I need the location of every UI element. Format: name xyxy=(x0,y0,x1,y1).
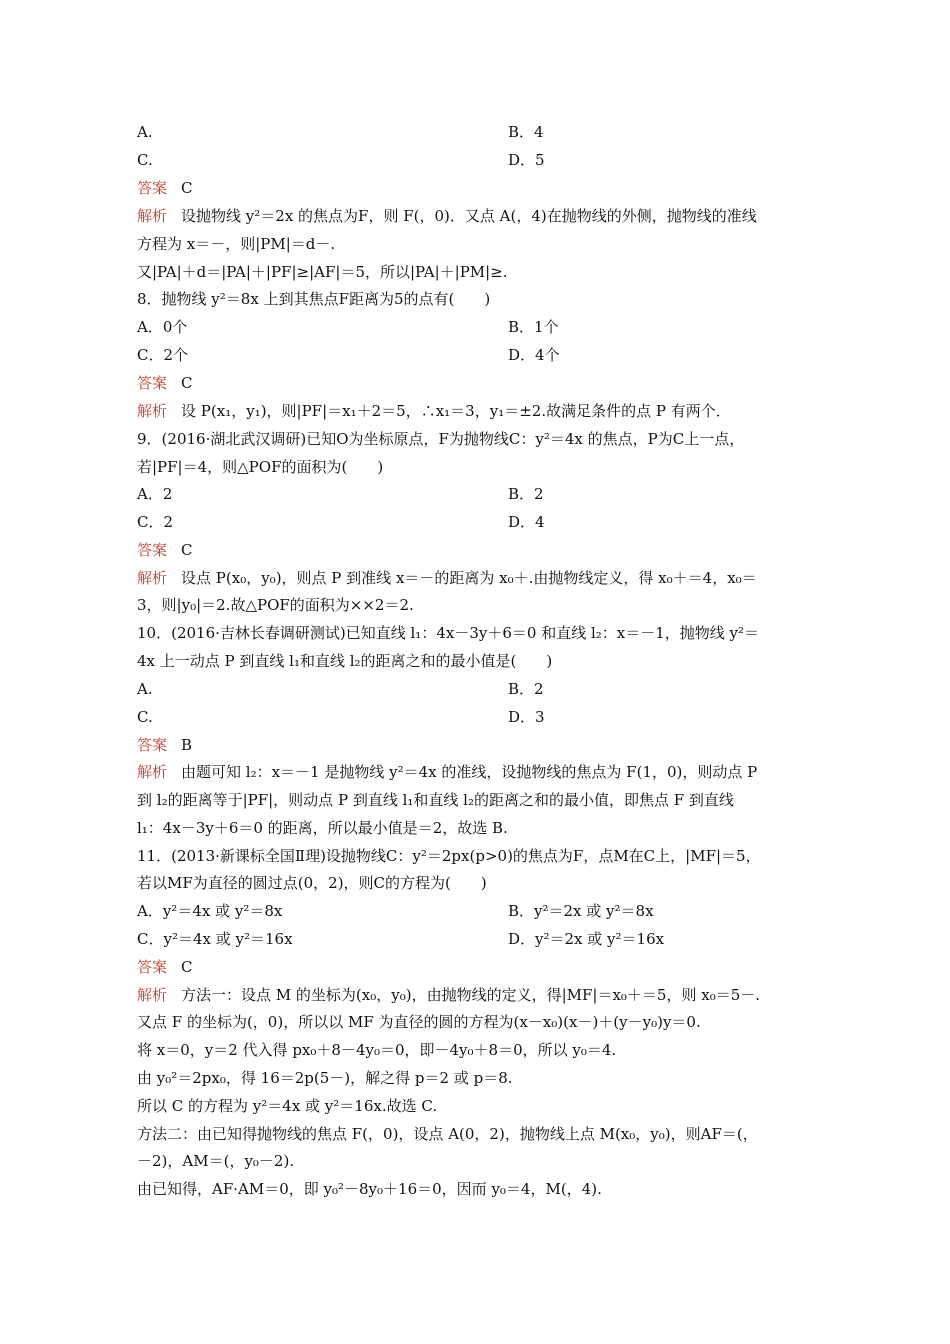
q9-stem-2: 若|PF|＝4，则△POF的面积为( ) xyxy=(137,458,384,476)
q9-stem-1: 9．(2016·湖北武汉调研)已知O为坐标原点，F为抛物线C：y²＝4x 的焦点，P为C上一点， xyxy=(137,430,745,448)
q7-option-b: B．4 xyxy=(508,123,544,141)
q11-option-c: C．y²＝4x 或 y²＝16x xyxy=(137,930,293,948)
q11-analysis-4: 由 y₀²＝2px₀，得 16＝2p(5－)，解之得 p＝2 或 p＝8. xyxy=(137,1069,513,1087)
q11-option-a: A．y²＝4x 或 y²＝8x xyxy=(137,902,283,920)
q10-analysis-2: 到 l₂的距离等于|PF|，则动点 P 到直线 l₁和直线 l₂的距离之和的最小值，即焦点 F 到直线 xyxy=(137,791,734,809)
q7-option-c: C. xyxy=(137,151,153,169)
q11-analysis-7: －2)，AM＝(，y₀－2). xyxy=(137,1152,295,1170)
analysis-label: 解析 xyxy=(137,569,168,587)
q10-stem-2: 4x 上一动点 P 到直线 l₁和直线 l₂的距离之和的最小值是( ) xyxy=(137,652,553,670)
q7-analysis-2: 方程为 x＝－，则|PM|＝d－. xyxy=(137,235,336,253)
q8-option-b: B．1个 xyxy=(508,318,559,336)
q8-option-a: A．0个 xyxy=(137,318,188,336)
q10-answer xyxy=(137,735,192,755)
q10-analysis-1 xyxy=(137,762,757,782)
q11-analysis-8: 由已知得，AF·AM＝0，即 y₀²－8y₀＋16＝0，因而 y₀＝4，M(，4). xyxy=(137,1180,602,1198)
q7-analysis-3: 又|PA|＋d＝|PA|＋|PF|≥|AF|＝5，所以|PA|＋|PM|≥. xyxy=(137,263,508,281)
answer-label: 答案 xyxy=(137,541,168,559)
analysis-label: 解析 xyxy=(137,763,168,781)
q10-option-d: D．3 xyxy=(508,708,545,726)
q8-answer xyxy=(137,373,193,393)
analysis-label: 解析 xyxy=(137,402,168,420)
q9-option-d: D．4 xyxy=(508,513,545,531)
answer-label: 答案 xyxy=(137,179,168,197)
q9-option-c: C．2 xyxy=(137,513,174,531)
analysis-label: 解析 xyxy=(137,986,168,1004)
q11-analysis-5: 所以 C 的方程为 y²＝4x 或 y²＝16x.故选 C. xyxy=(137,1097,438,1115)
q9-analysis-2: 3，则|y₀|＝2.故△POF的面积为××2＝2. xyxy=(137,596,414,614)
answer-value: C xyxy=(181,541,193,559)
q11-analysis-6: 方法二：由已知得抛物线的焦点 F(，0)，设点 A(0，2)，抛物线上点 M(x₀，y₀)，则AF＝(， xyxy=(137,1125,758,1143)
q11-stem-1: 11．(2013·新课标全国Ⅱ理)设抛物线C：y²＝2px(p>0)的焦点为F，点M在C上，|MF|＝5， xyxy=(137,847,761,865)
q8-analysis-1 xyxy=(137,401,731,421)
analysis-text: 设抛物线 y²＝2x 的焦点为F，则 F(，0)．又点 A(，4)在抛物线的外侧，抛物线的准线 xyxy=(181,207,757,225)
answer-label: 答案 xyxy=(137,736,168,754)
q11-analysis-2: 又点 F 的坐标为(，0)，所以以 MF 为直径的圆的方程为(x－x₀)(x－)＋(y－y₀)y＝0. xyxy=(137,1013,701,1031)
analysis-text: 设点 P(x₀，y₀)，则点 P 到准线 x＝－的距离为 x₀＋.由抛物线定义，得 x₀＋＝4，x₀＝ xyxy=(181,569,757,587)
q11-option-d: D．y²＝2x 或 y²＝16x xyxy=(508,930,665,948)
analysis-label: 解析 xyxy=(137,207,168,225)
analysis-text: 由题可知 l₂：x＝－1 是抛物线 y²＝4x 的准线，设抛物线的焦点为 F(1，0)，则动点 P xyxy=(181,763,758,781)
answer-value: B xyxy=(181,736,193,754)
answer-value: C xyxy=(181,179,193,197)
q11-option-b: B．y²＝2x 或 y²＝8x xyxy=(508,902,654,920)
q10-option-c: C. xyxy=(137,708,153,726)
q10-analysis-3: l₁：4x－3y＋6＝0 的距离，所以最小值是＝2，故选 B. xyxy=(137,819,508,837)
answer-value: C xyxy=(181,958,193,976)
analysis-text: 方法一：设点 M 的坐标为(x₀，y₀)，由抛物线的定义，得|MF|＝x₀＋＝5，则 x₀＝5－. xyxy=(181,986,761,1004)
q10-option-b: B．2 xyxy=(508,680,544,698)
q8-option-d: D．4个 xyxy=(508,346,560,364)
q9-option-a: A．2 xyxy=(137,485,173,503)
q7-answer xyxy=(137,178,193,198)
q9-analysis-1 xyxy=(137,568,757,588)
q7-analysis-1 xyxy=(137,206,757,226)
q7-option-a: A. xyxy=(137,123,153,141)
q11-analysis-1 xyxy=(137,985,760,1005)
answer-label: 答案 xyxy=(137,958,168,976)
q8-stem: 8．抛物线 y²＝8x 上到其焦点F距离为5的点有( ) xyxy=(137,290,491,308)
answer-label: 答案 xyxy=(137,374,168,392)
q11-answer xyxy=(137,957,193,977)
analysis-text: 设 P(x₁，y₁)，则|PF|＝x₁＋2＝5，∴x₁＝3，y₁＝±2.故满足条件的点 P 有两个． xyxy=(181,402,731,420)
q9-option-b: B．2 xyxy=(508,485,544,503)
q10-option-a: A. xyxy=(137,680,153,698)
q8-option-c: C．2个 xyxy=(137,346,189,364)
q9-answer xyxy=(137,540,193,560)
q11-stem-2: 若以MF为直径的圆过点(0，2)，则C的方程为( ) xyxy=(137,874,487,892)
q10-stem-1: 10．(2016·吉林长春调研测试)已知直线 l₁：4x－3y＋6＝0 和直线 l₂：x＝－1，抛物线 y²＝ xyxy=(137,624,760,642)
answer-value: C xyxy=(181,374,193,392)
q11-analysis-3: 将 x＝0，y＝2 代入得 px₀＋8－4y₀＝0，即－4y₀＋8＝0，所以 y₀＝4. xyxy=(137,1041,617,1059)
q7-option-d: D．5 xyxy=(508,151,545,169)
